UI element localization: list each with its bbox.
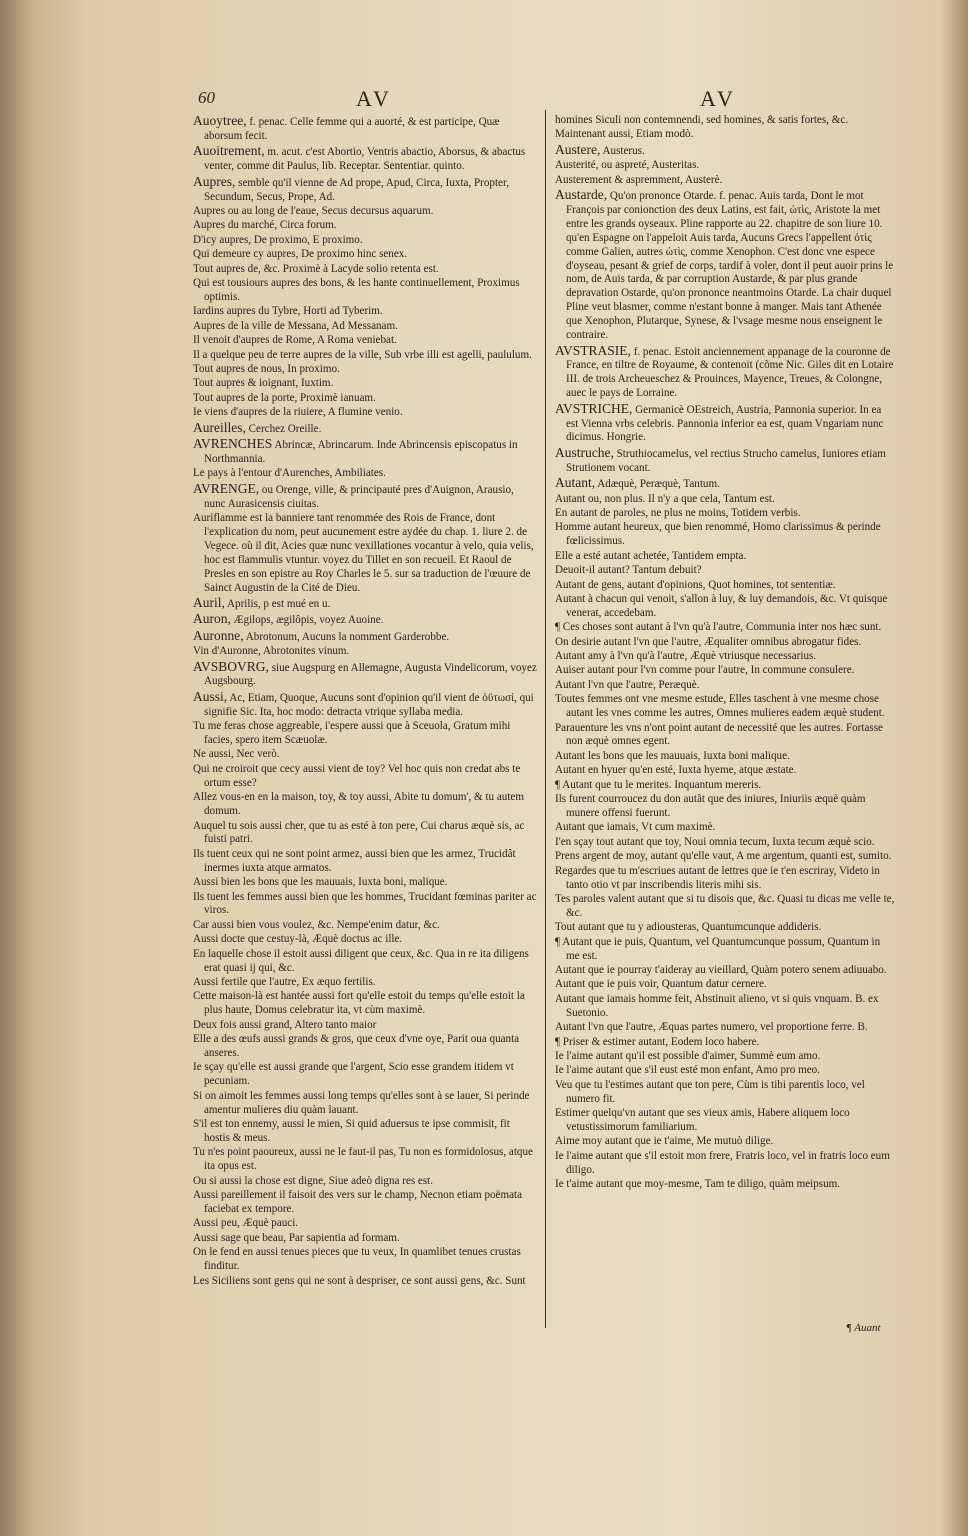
entry-text: Auquel tu sois aussi cher, que tu as esté à ton pere, Cui charus æquè sis, ac fuisti patri. [193,819,525,846]
entry-text: ¶ Priser & estimer autant, Eodem loco habere. [555,1035,760,1048]
entry-text: Elle a esté autant achetée, Tantidem empta. [555,549,747,562]
entry-text: Maintenant aussi, Etiam modò. [555,128,694,141]
dictionary-entry [555,507,895,521]
entry-text: Autant de gens, autant d'opinions, Quot homines, tot sententiæ. [555,578,836,591]
entry-text: Les Siciliens sont gens qui ne sont à despriser, ce sont aussi gens, &c. Sunt [193,1274,526,1287]
entry-text: Prens argent de moy, autant qu'elle vaut, A me argentum, quanti est, sumito. [555,850,892,863]
entry-text: Autant que ie pourray t'aideray au vieillard, Quàm potero senem adiuuabo. [555,963,887,976]
dictionary-entry [555,764,895,778]
entry-headword: Auoitrement, [193,143,265,159]
dictionary-entry [555,921,895,935]
dictionary-entry [193,763,538,791]
entry-headword: Auoytree, [193,113,247,128]
entry-text: Autant ou, non plus. Il n'y a que cela, Tantum est. [555,492,775,505]
dictionary-entry [193,1217,538,1231]
dictionary-entry [555,993,895,1021]
entry-text: Aprilis, p est mué en u. [227,597,331,610]
dictionary-entry [193,1146,538,1174]
entry-headword: AVRENGE, [193,480,260,496]
entry-text: Austerement & aspremment, Austerè. [555,173,723,186]
dictionary-entry [193,791,538,819]
entry-headword: Aupres, [193,173,236,189]
entry-text: m. acut. c'est Abortio, Ventris abactio, Aborsus, & abactus venter, comme dit Paulus, lib. Receptar. Sententiar. quinto. [204,146,526,173]
dictionary-entry [193,919,538,933]
dictionary-entry [193,596,538,612]
entry-text: Parauenture les vns n'ont point autant de necessité que les autres. Fortasse non æquè omnes egent. [555,721,883,748]
entry-text: Autant que iamais, Vt cum maximè. [555,821,716,834]
dictionary-entry [193,612,538,628]
entry-text: Aime moy autant que ie t'aime, Me mutuò dilige. [555,1135,774,1148]
entry-text: Aupres de la ville de Messana, Ad Messanam. [193,319,398,332]
entry-text: Deux fois aussi grand, Altero tanto maior [193,1018,377,1031]
entry-text: On le fend en aussi tenues pieces que tu veux, In quamlibet tenues crustas finditur. [193,1246,521,1273]
dictionary-entry [193,1175,538,1189]
dictionary-entry [555,621,895,635]
entry-text: ¶ Autant que ie puis, Quantum, vel Quantumcunque possum, Quantum in me est. [555,935,881,962]
entry-text: Tout aupres de, &c. Proximè à Lacyde solio retenta est. [193,262,439,275]
entry-headword: Autant, [555,475,596,491]
entry-text: Tout aupres de nous, In proximo. [193,362,340,375]
entry-text: Qu'on prononce Otarde. f. penac. Auis tarda, Dont le mot François par conionction des deux Latins, est fait, ὠτὶς, Aristote la met entre les grands oyseaux. Pline rapporte au 22. chapitre de son liure 10. qu'en Espagne on l'appeloit Auis tarda, Aucuns Grecs l'appellent ὀτὶς comme Galien, autres ὠτὶς, comme Xenophon. C'est donc vne espece d'oyseau, pesant & grief de corps, tardif à voler, dont il peut auoir prins le nom, de Auis tarda, & par corruption Austarde, & par plus grande depravation Ostarde, qu'on prononce neantmoins Otarde. La chair duquel Pline veut blasmer, comme n'estant bonne à manger. Mais tant Athenée que Xenophon, Plutarque, Synese, & l'vsage mesme nous enseignent le contraire. [566,190,894,342]
dictionary-entry [555,679,895,693]
entry-text: Ou si aussi la chose est digne, Siue adeò digna res est. [193,1174,434,1187]
entry-text: Autant à chacun qui venoit, s'allon à luy, & luy demandois, &c. Vt quisque venerat, accedebam. [555,592,888,619]
dictionary-entry [193,990,538,1018]
dictionary-entry [555,893,895,921]
entry-text: f. penac. Celle femme qui a auorté, & est participe, Quæ aborsum fecit. [204,116,500,142]
entry-text: Abrotonum, Aucuns la nomment Garderobbe. [245,630,450,643]
dictionary-entry [193,891,538,919]
dictionary-entry [555,636,895,650]
dictionary-entry [193,482,538,512]
entry-text: Ie viens d'aupres de la riuiere, A flumine venio. [193,406,403,419]
dictionary-entry [193,748,538,762]
dictionary-entry [193,1061,538,1089]
dictionary-entry [555,793,895,821]
entry-text: semble qu'il vienne de Ad prope, Apud, Circa, Iuxta, Propter, Secundum, Secus, Prope, Ad. [204,176,509,203]
dictionary-entry [193,976,538,990]
dictionary-entry [555,579,895,593]
entry-headword: Auron, [193,611,231,627]
dictionary-entry [555,476,895,492]
entry-text: Tu n'es point paoureux, aussi ne le faut-il pas, Tu non es formidolosus, atque ita opus est. [193,1146,533,1173]
entry-text: Autant les bons que les mauuais, Iuxta boni malique. [555,749,790,762]
dictionary-entry [193,948,538,976]
entry-headword: AVSTRICHE, [555,400,633,416]
dictionary-entry [193,820,538,848]
entry-text: Ie l'aime autant qu'il est possible d'aimer, Summè eum amo. [555,1049,821,1062]
dictionary-entry [555,1021,895,1035]
entry-text: Germanicè OEstreich, Austria, Pannonia superior. In ea est Vienna vrbs celebris. Pannonia inferior ea est, quam Vngariam nunc dicimus. Hongrie. [566,403,884,444]
column-rule [545,110,546,1328]
entry-text: ¶ Autant que tu le merites. Inquantum mereris. [555,778,762,791]
dictionary-entry [555,143,895,159]
entry-text: Homme autant heureux, que bien renommé, Homo clarissimus & perinde fœlicissimus. [555,521,881,548]
dictionary-entry [555,344,895,402]
entry-text: Aussi fertile que l'autre, Ex æquo fertilis. [193,975,376,988]
page-number: 60 [198,88,215,107]
dictionary-entry [555,964,895,978]
dictionary-entry [555,693,895,721]
entry-headword: Auril, [193,594,225,610]
entry-text: Ie t'aime autant que moy-mesme, Tam te diligo, quàm meipsum. [555,1178,841,1191]
binding-gutter [0,0,34,1536]
dictionary-entry [555,1107,895,1135]
entry-headword: AVSBOVRG, [193,658,269,674]
dictionary-entry [555,1135,895,1149]
entry-text: Ac, Etiam, Quoque, Aucuns sont d'opinion qu'il vient de ὁϋτωσί, qui signifie Sic. Ita, hoc modo: detracta vtrique syllaba media. [204,691,534,718]
dictionary-entry [193,1090,538,1118]
entry-text: Qui est tousiours aupres des bons, & les hante continuellement, Proximus optimis. [193,276,520,303]
entry-headword: Auronne, [193,627,244,643]
dictionary-entry [555,188,895,343]
entry-text: Iardins aupres du Tybre, Horti ad Tyberim. [193,305,383,318]
dictionary-entry [555,1150,895,1178]
dictionary-entry [555,593,895,621]
catchword: ¶ Auant [846,1322,881,1334]
entry-text: Cette maison-là est hantée aussi fort qu'elle estoit du temps qu'elle estoit la plus haute, Domus celebratur ita, vt cùm maximè. [193,990,525,1017]
dictionary-entry [193,1232,538,1246]
dictionary-entry [193,406,538,420]
entry-text: Il a quelque peu de terre aupres de la ville, Sub vrbe illi est agelli, paululum. [193,348,532,361]
dictionary-entry [193,1118,538,1146]
entry-headword: AVRENCHES [193,435,273,451]
dictionary-entry [555,1036,895,1050]
dictionary-entry [193,1189,538,1217]
entry-text: Aupres ou au long de l'eaue, Secus decursus aquarum. [193,204,434,217]
dictionary-entry [555,936,895,964]
entry-text: Ie sçay qu'elle est aussi grande que l'argent, Scio esse grandem itidem vt pecuniam. [193,1061,514,1088]
entry-text: homines Siculi non contemnendi, sed homines, & satis fortes, &c. [555,114,849,126]
right-column [555,114,895,1192]
entry-text: Autant que iamais homme feit, Abstinuit alieno, vt si quis vnquam. B. ex Suetonio. [555,992,879,1019]
entry-headword: Austere, [555,141,601,157]
entry-text: ou Orenge, ville, & principauté pres d'Auignon, Arausio, nunc Aurasicensis ciuitas. [204,483,514,510]
dictionary-entry [193,114,538,144]
dictionary-entry [193,690,538,720]
entry-text: Struthiocamelus, vel rectius Strucho camelus, Iuniores etiam Strutionem vocant. [566,447,886,474]
entry-text: siue Augspurg en Allemagne, Augusta Vindelicorum, voyez Augsbourg. [204,661,537,688]
entry-headword: Austruche, [555,444,614,460]
entry-text: Austerité, ou aspreté, Austeritas. [555,159,700,172]
running-head-left: AV [356,86,393,111]
dictionary-entry [555,978,895,992]
entry-text: Elle a des œufs aussi grands & gros, que ceux d'vne oye, Parit oua quanta anseres. [193,1033,520,1059]
dictionary-entry [193,234,538,248]
dictionary-entry [193,1033,538,1061]
entry-text: Ils tuent ceux qui ne sont point armez, aussi bien que les armez, Trucidât inermes iuxta atque armatos. [193,847,516,874]
dictionary-entry [193,467,538,481]
dictionary-entry [193,933,538,947]
entry-text: Estimer quelqu'vn autant que ses vieux amis, Habere aliquem loco vetustissimorum familiarium. [555,1107,850,1133]
dictionary-entry [193,305,538,319]
dictionary-entry [555,174,895,188]
entry-text: Adæquè, Peræquè, Tantum. [597,478,720,491]
entry-text: Autant en hyuer qu'en esté, Iuxta hyeme, atque æstate. [555,764,797,777]
entry-text: Tout autant que tu y adiousteras, Quantumcunque addideris. [555,921,822,934]
entry-text: Vin d'Auronne, Abrotonites vinum. [193,645,350,658]
entry-headword: Aureilles, [193,419,246,435]
entry-text: D'icy aupres, De proximo, E proximo. [193,233,363,246]
dictionary-entry [555,128,895,142]
dictionary-entry [193,1275,538,1289]
entry-text: Allez vous-en en la maison, toy, & toy aussi, Abite tu domum', & tu autem domum. [193,791,524,818]
entry-text: Aussi docte que cestuy-là, Æquè doctus ac ille. [193,933,403,946]
entry-text: Qui demeure cy aupres, De proximo hinc senex. [193,248,408,261]
dictionary-entry [193,219,538,233]
dictionary-entry [555,1178,895,1192]
entry-text: Le pays à l'entour d'Aurenches, Ambiliates. [193,467,386,480]
dictionary-entry [555,564,895,578]
entry-text: En laquelle chose il estoit aussi diligent que ceux, &c. Qua in re ita diligens erat quasi ij qui, &c. [193,947,529,974]
dictionary-entry [193,175,538,205]
entry-text: Aussi sage que beau, Par sapientia ad formam. [193,1231,400,1244]
entry-text: Auriflamme est la banniere tant renommée des Rois de France, dont l'explication du nom, peut aucunement estre aydée du chap. 1. liure 2. de Vegece. où il dit, Acies quæ nunc vexillationes vocantur à velo, quia velis, hoc est flammulis vtuntur. voyez du Tillet en son recueil. Et Raoul de Presles en son epistre au Roy Charles le 5. sur sa traduction de l'œuure de Sainct Augustin de la Cité de Dieu. [193,511,534,594]
entry-text: Aussi pareillement il faisoit des vers sur le champ, Necnon etiam poëmata faciebat ex tempore. [193,1189,523,1215]
entry-text: Il venoit d'aupres de Rome, A Roma veniebat. [193,334,397,347]
dictionary-entry [193,248,538,262]
dictionary-entry [193,363,538,377]
entry-text: S'il est ton ennemy, aussi le mien, Si quid aduersus te ipse commisit, fit hostis & meus. [193,1118,510,1144]
entry-text: On desirie autant l'vn que l'autre, Æqualiter omnibus abrogatur fides. [555,635,862,648]
dictionary-entry [193,349,538,363]
dictionary-entry [193,876,538,890]
entry-text: Deuoit-il autant? Tantum debuit? [555,564,702,577]
entry-text: Austerus. [602,144,645,157]
entry-text: Ie l'aime autant que s'il estoit mon frere, Fratris loco, vel in fratris loco eum diligo. [555,1149,890,1176]
dictionary-entry [555,722,895,750]
dictionary-entry [193,144,538,174]
entry-text: Ie l'aime autant que s'il eust esté mon enfant, Amo pro meo. [555,1064,820,1077]
dictionary-entry [555,1050,895,1064]
entry-text: Abrincæ, Abrincarum. Inde Abrincensis episcopatus in Northmannia. [204,438,518,465]
dictionary-entry [193,421,538,437]
dictionary-entry [555,114,895,128]
entry-text: Cerchez Oreille. [248,422,322,435]
entry-text: Auiser autant pour l'vn comme pour l'autre, In commune consulere. [555,664,855,677]
dictionary-entry [555,1079,895,1107]
entry-text: Tout aupres de la porte, Proximè ianuam. [193,391,376,404]
dictionary-entry [555,664,895,678]
entry-text: Ægilops, ægilôpis, voyez Auoine. [233,614,384,627]
dictionary-entry [193,377,538,391]
dictionary-entry [193,392,538,406]
entry-text: Autant que ie puis voir, Quantum datur cernere. [555,978,767,991]
entry-text: Tes paroles valent autant que si tu disois que, &c. Quasi tu dicas me velle te, &c. [555,892,895,919]
entry-text: Autant l'vn que l'autre, Peræquè. [555,678,700,691]
dictionary-entry [555,446,895,476]
dictionary-entry [193,660,538,690]
entry-text: ¶ Ces choses sont autant à l'vn qu'à l'autre, Communia inter nos hæc sunt. [555,621,882,634]
entry-headword: AVSTRASIE, [555,342,631,358]
entry-text: En autant de paroles, ne plus ne moins, Totidem verbis. [555,506,801,519]
dictionary-entry [555,850,895,864]
entry-text: Ne aussi, Nec verò. [193,748,280,761]
entry-text: Autant l'vn que l'autre, Æquas partes numero, vel proportione ferre. B. [555,1021,868,1034]
entry-headword: Austarde, [555,187,608,203]
dictionary-entry [555,402,895,446]
dictionary-entry [555,493,895,507]
dictionary-entry [555,750,895,764]
dictionary-entry [555,521,895,549]
dictionary-entry [193,277,538,305]
dictionary-entry [193,1246,538,1274]
dictionary-entry [193,512,538,595]
entry-text: Autant amy à l'vn qu'à l'autre, Æquè vtriusque necessarius. [555,650,817,663]
dictionary-entry [555,821,895,835]
dictionary-entry [193,720,538,748]
dictionary-entry [555,550,895,564]
entry-text: Tu me feras chose aggreable, i'espere aussi que à Sceuola, Gratum mihi facies, spero item Scæuolæ. [193,720,511,747]
entry-text: Ils tuent les femmes aussi bien que les hommes, Trucidant fœminas pariter ac viros. [193,890,537,917]
entry-text: Veu que tu l'estimes autant que ton pere, Cùm is tibi parentis loco, vel numero fit. [555,1078,865,1105]
entry-text: Aupres du marché, Circa forum. [193,219,337,232]
entry-text: Ils furent courroucez du don autãt que des iniures, Iniuriis æquè quàm munere offensi fuerunt. [555,793,866,819]
entry-text: Car aussi bien vous voulez, &c. Nempe'enim datur, &c. [193,918,440,931]
entry-text: f. penac. Estoit anciennement appanage de la couronne de France, en tiltre de Royaume, & contenoit (cõme Nic. Giles dit en Lotaire III. de trois Archeueschez & Prouinces, Mayence, Treues, & Colongne, auec le pays de Lorraine. [566,345,894,400]
dictionary-entry [193,1019,538,1033]
entry-text: Si on aimoit les femmes aussi long temps qu'elles sont à se lauer, Si perinde amentur mulieres diu quàm lauant. [193,1089,530,1116]
dictionary-entry [193,263,538,277]
entry-text: Regardes que tu m'escriues autant de lettres que ie t'en escriray, Videto in tanto otio vt par inscribendis literis mihi sis. [555,864,880,891]
dictionary-entry [193,645,538,659]
dictionary-entry [555,1064,895,1078]
dictionary-entry [555,159,895,173]
entry-text: I'en sçay tout autant que toy, Noui omnia tecum, Iuxta tecum æquè scio. [555,835,875,848]
entry-text: Tout aupres & ioignant, Iuxtim. [193,377,334,390]
dictionary-entry [193,205,538,219]
dictionary-entry [193,320,538,334]
entry-text: Aussi bien les bons que les mauuais, Iuxta boni, malique. [193,876,448,889]
dictionary-entry [193,437,538,467]
left-column [193,114,538,1289]
dictionary-entry [555,779,895,793]
entry-text: Toutes femmes ont vne mesme estude, Elles taschent à vne mesme chose autant les vnes comme les autres, Omnes mulieres eadem æquè student. [555,693,885,720]
entry-headword: Aussi, [193,688,228,704]
dictionary-entry [193,848,538,876]
running-head-right: AV [700,86,737,111]
dictionary-entry [193,334,538,348]
dictionary-entry [555,650,895,664]
dictionary-entry [193,629,538,645]
dictionary-entry [555,836,895,850]
entry-text: Aussi peu, Æquè pauci. [193,1217,299,1230]
dictionary-entry [555,865,895,893]
entry-text: Qui ne croiroit que cecy aussi vient de toy? Vel hoc quis non credat abs te ortum esse? [193,762,521,789]
